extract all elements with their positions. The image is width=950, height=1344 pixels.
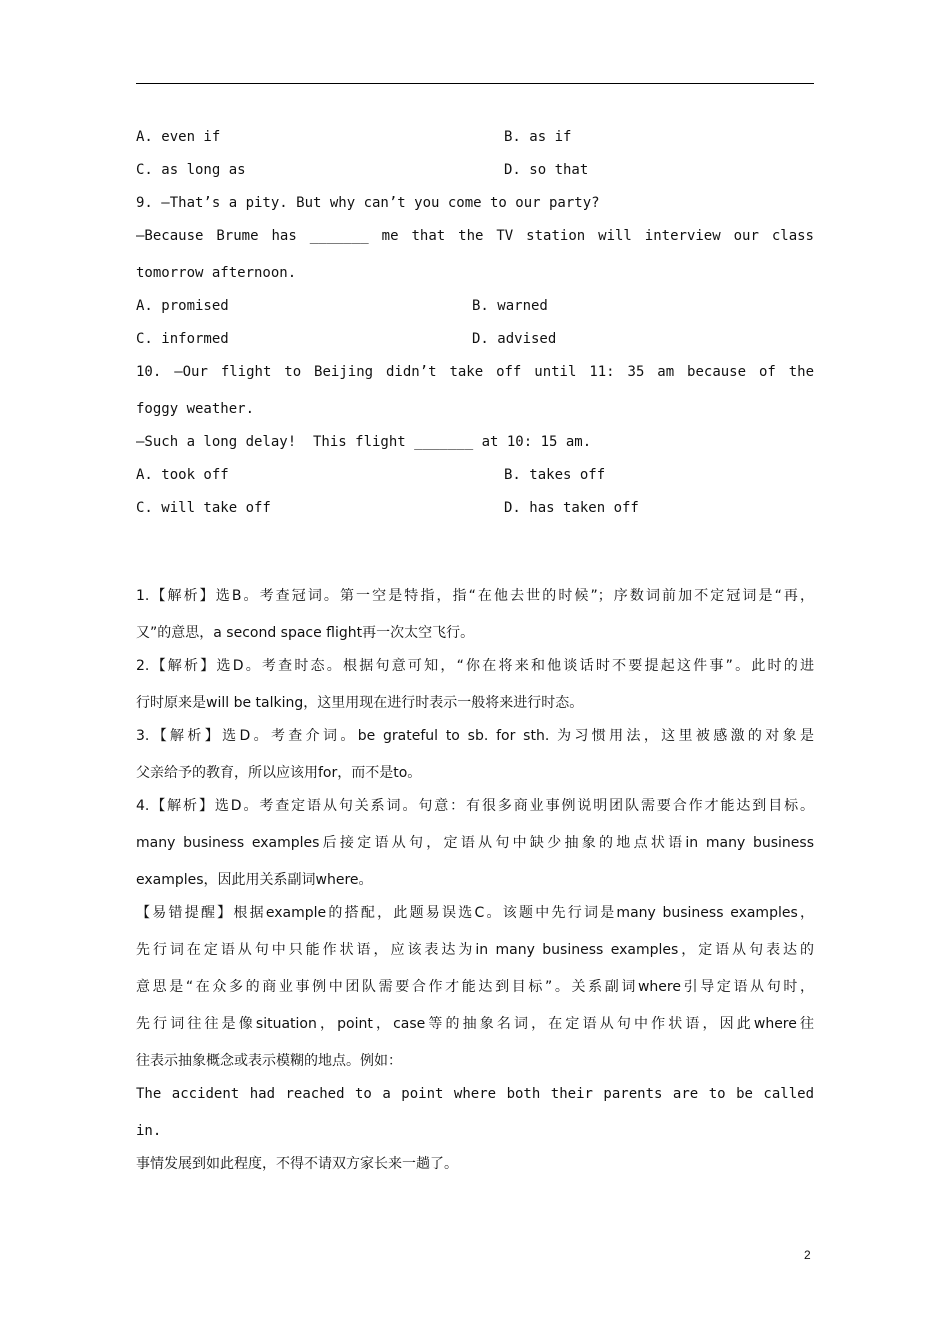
answer-section (136, 585, 814, 1175)
q9-line-3: tomorrow afternoon. (136, 265, 297, 281)
answer-2-line-1: 2.【解析】选D。考查时态。根据句意可知，“你在将来和他谈话时不要提起这件事”。此时的进 (136, 658, 814, 674)
q8-option-d: D. so that (504, 162, 589, 178)
q9-options-row-1 (136, 295, 814, 317)
q10-option-b: B. takes off (504, 467, 606, 483)
q8-option-b: B. as if (504, 129, 572, 145)
q9-line-2: —Because Brume has _______ me that the TV station will interview our class (136, 228, 814, 244)
tip-line-5: 往表示抽象概念或表示模糊的地点。例如： (136, 1053, 402, 1069)
q9-option-b: B. warned (472, 298, 548, 314)
q10-option-d: D. has taken off (504, 500, 639, 516)
q8-options-row-2 (136, 159, 814, 181)
q9-options-row-2 (136, 328, 814, 350)
q10-option-c: C. will take off (136, 500, 271, 516)
answer-2-line-2: 行时原来是will be talking，这里用现在进行时表示一般将来进行时态。 (136, 695, 584, 711)
q10-line-1: 10. —Our flight to Beijing didn’t take off until 11: 35 am because of the (136, 364, 814, 380)
q10-options-row-1 (136, 464, 814, 486)
example-line-2: in. (136, 1123, 162, 1139)
q10-options-row-2 (136, 497, 814, 519)
q10-line-2: foggy weather. (136, 401, 255, 417)
header-rule (136, 83, 814, 84)
page-content (136, 126, 814, 1175)
answer-4-line-2: many business examples后接定语从句，定语从句中缺少抽象的地点状语in many business (136, 835, 814, 851)
answer-1-line-1: 1.【解析】选B。考查冠词。第一空是特指，指“在他去世的时候”；序数词前加不定冠词是“再， (136, 588, 814, 604)
answer-3-line-2: 父亲给予的教育，所以应该用for，而不是to。 (136, 765, 422, 781)
tip-line-4: 先行词往往是像situation，point，case等的抽象名词，在定语从句中作状语，因此where往 (136, 1016, 814, 1032)
answer-4-line-3: examples，因此用关系副词where。 (136, 872, 373, 888)
q9-option-d: D. advised (472, 331, 557, 347)
q10-line-3: —Such a long delay! This flight _______ at 10: 15 am. (136, 434, 592, 450)
example-translation: 事情发展到如此程度，不得不请双方家长来一趟了。 (136, 1156, 458, 1172)
tip-line-1: 【易错提醒】根据example的搭配，此题易误选C。该题中先行词是many business examples， (136, 905, 814, 921)
q8-option-c: C. as long as (136, 162, 246, 178)
answer-4-line-1: 4.【解析】选D。考查定语从句关系词。句意：有很多商业事例说明团队需要合作才能达到目标。 (136, 798, 814, 814)
tip-line-2: 先行词在定语从句中只能作状语，应该表达为in many business examples，定语从句表达的 (136, 942, 814, 958)
q9-option-a: A. promised (136, 298, 229, 314)
q8-options-row-1 (136, 126, 814, 148)
answer-3-line-1: 3.【解析】选D。考查介词。be grateful to sb. for sth. 为习惯用法，这里被感激的对象是 (136, 728, 814, 744)
q10-option-a: A. took off (136, 467, 229, 483)
q8-option-a: A. even if (136, 129, 221, 145)
q9-line-1: 9. —That’s a pity. But why can’t you come to our party? (136, 195, 600, 211)
example-line-1: The accident had reached to a point where both their parents are to be called (136, 1086, 814, 1102)
answer-1-line-2: 又”的意思，a second space flight再一次太空飞行。 (136, 625, 475, 641)
q9-option-c: C. informed (136, 331, 229, 347)
tip-line-3: 意思是“在众多的商业事例中团队需要合作才能达到目标”。关系副词where引导定语从句时， (136, 979, 814, 995)
page-number: 2 (804, 1248, 811, 1262)
